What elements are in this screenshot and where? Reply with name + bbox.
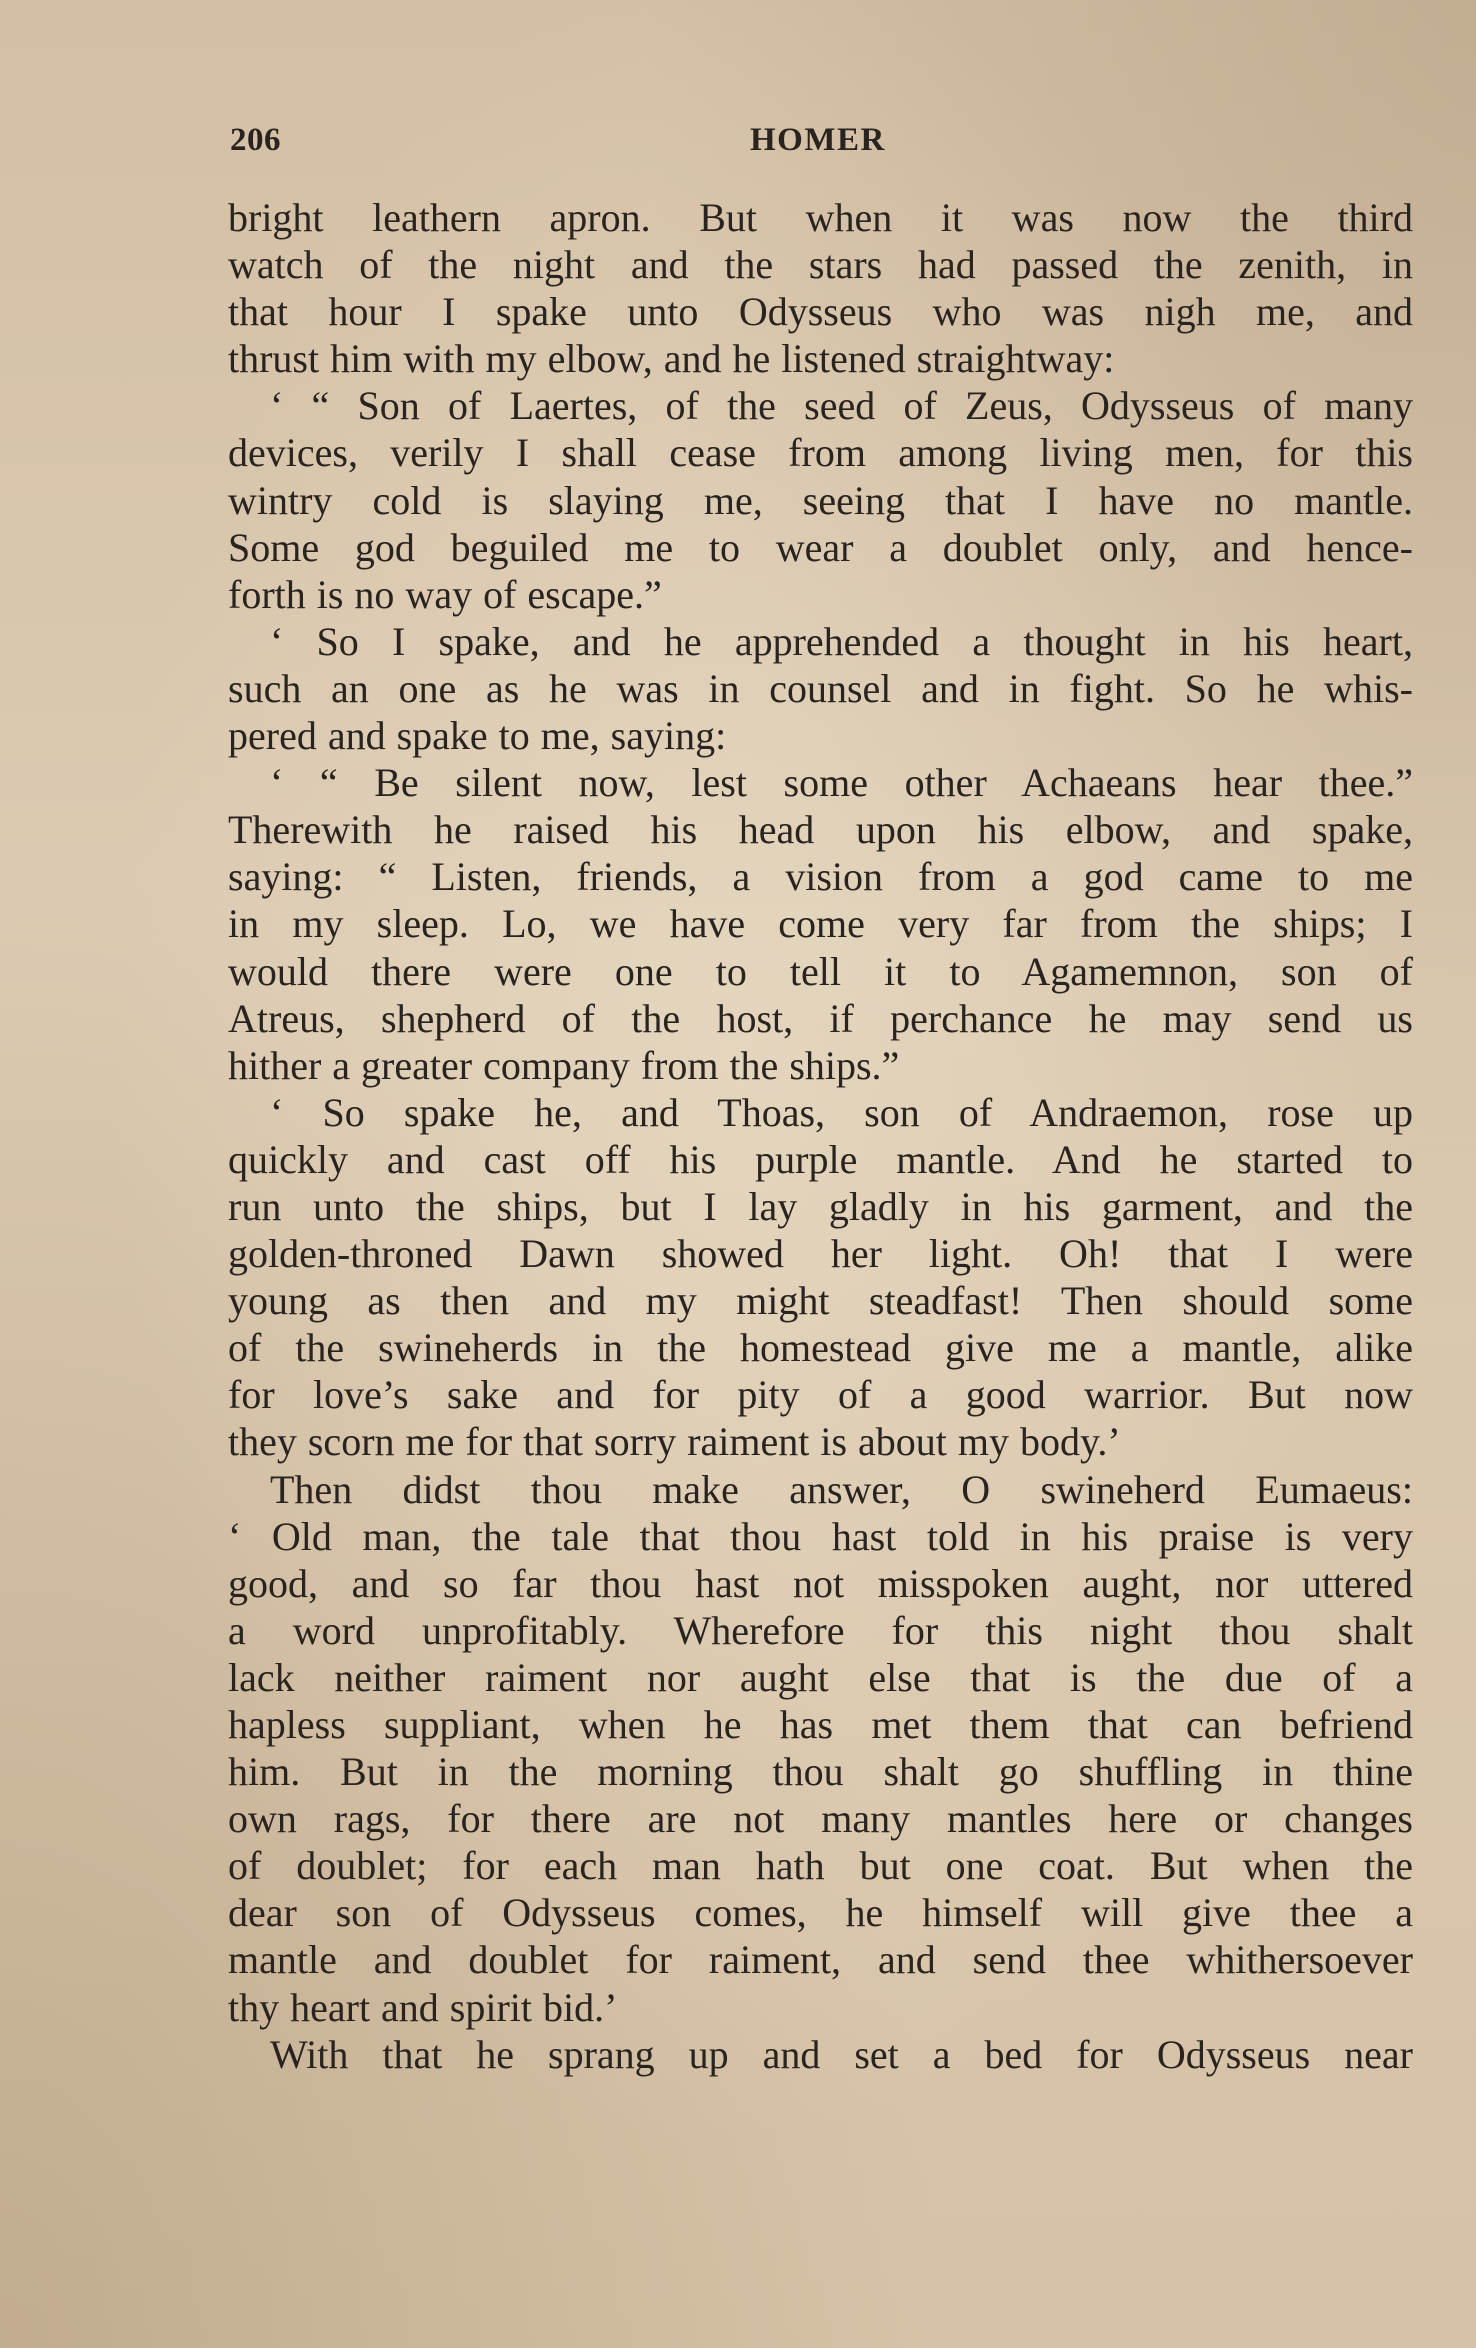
text-line: ‘ “ Be silent now, lest some other Achaeans hear thee.” bbox=[270, 760, 1413, 806]
body-text bbox=[228, 194, 1413, 2078]
text-line: hapless suppliant, when he has met them that can befriend bbox=[228, 1702, 1413, 1747]
text-line: in my sleep. Lo, we have come very far from the ships; I bbox=[228, 901, 1413, 947]
text-line: golden-throned Dawn showed her light. Oh! that I were bbox=[228, 1231, 1413, 1277]
text-line: thrust him with my elbow, and he listened straightway: bbox=[228, 336, 1115, 382]
text-line: devices, verily I shall cease from among living men, for this bbox=[228, 430, 1413, 476]
text-line: own rags, for there are not many mantles here or changes bbox=[228, 1796, 1413, 1842]
text-line: ‘ “ Son of Laertes, of the seed of Zeus, Odysseus of many bbox=[270, 383, 1413, 429]
text-line: they scorn me for that sorry raiment is about my body.’ bbox=[228, 1419, 1121, 1465]
text-line: watch of the night and the stars had passed the zenith, in bbox=[228, 242, 1413, 288]
text-line: run unto the ships, but I lay gladly in his garment, and the bbox=[228, 1183, 1413, 1229]
text-line: Therewith he raised his head upon his elbow, and spake, bbox=[228, 807, 1413, 853]
running-title: HOMER bbox=[750, 122, 886, 158]
page-number: 206 bbox=[230, 122, 281, 158]
text-line: such an one as he was in counsel and in fight. So he whis- bbox=[228, 665, 1413, 711]
text-line: a word unprofitably. Wherefore for this night thou shalt bbox=[228, 1607, 1413, 1653]
text-line: would there were one to tell it to Agamemnon, son of bbox=[228, 948, 1413, 994]
text-line: good, and so far thou hast not misspoken aught, nor uttered bbox=[228, 1560, 1413, 1606]
text-line: of doublet; for each man hath but one coat. But when the bbox=[228, 1843, 1413, 1889]
text-line: ‘ Old man, the tale that thou hast told in his praise is very bbox=[228, 1513, 1413, 1559]
text-line: quickly and cast off his purple mantle. And he started to bbox=[228, 1136, 1413, 1182]
text-line: him. But in the morning thou shalt go shuffling in thine bbox=[228, 1749, 1413, 1795]
running-head bbox=[230, 122, 1410, 172]
text-line: dear son of Odysseus comes, he himself will give thee a bbox=[228, 1890, 1413, 1936]
text-line: pered and spake to me, saying: bbox=[228, 713, 727, 759]
text-line: saying: “ Listen, friends, a vision from a god came to me bbox=[228, 854, 1413, 900]
text-line: mantle and doublet for raiment, and send thee whithersoever bbox=[228, 1937, 1413, 1983]
text-line: that hour I spake unto Odysseus who was nigh me, and bbox=[228, 289, 1413, 335]
text-line: hither a greater company from the ships.” bbox=[228, 1042, 900, 1088]
text-line: young as then and my might steadfast! Then should some bbox=[228, 1278, 1413, 1324]
text-line: bright leathern apron. But when it was now the third bbox=[228, 195, 1413, 240]
text-line: ‘ So spake he, and Thoas, son of Andraemon, rose up bbox=[270, 1089, 1413, 1135]
text-line: Some god beguiled me to wear a doublet only, and hence- bbox=[228, 524, 1413, 570]
text-line: of the swineherds in the homestead give me a mantle, alike bbox=[228, 1325, 1413, 1371]
text-line: Atreus, shepherd of the host, if perchance he may send us bbox=[228, 995, 1413, 1041]
text-line: thy heart and spirit bid.’ bbox=[228, 1984, 618, 2030]
text-line: Then didst thou make answer, O swineherd Eumaeus: bbox=[270, 1466, 1413, 1512]
text-line: With that he sprang up and set a bed for Odysseus near bbox=[270, 2031, 1413, 2077]
text-line: wintry cold is slaying me, seeing that I have no mantle. bbox=[228, 477, 1413, 523]
text-line: ‘ So I spake, and he apprehended a thought in his heart, bbox=[270, 618, 1413, 664]
text-line: for love’s sake and for pity of a good warrior. But now bbox=[228, 1372, 1413, 1418]
text-line: lack neither raiment nor aught else that is the due of a bbox=[228, 1654, 1413, 1700]
text-line: forth is no way of escape.” bbox=[228, 571, 662, 617]
